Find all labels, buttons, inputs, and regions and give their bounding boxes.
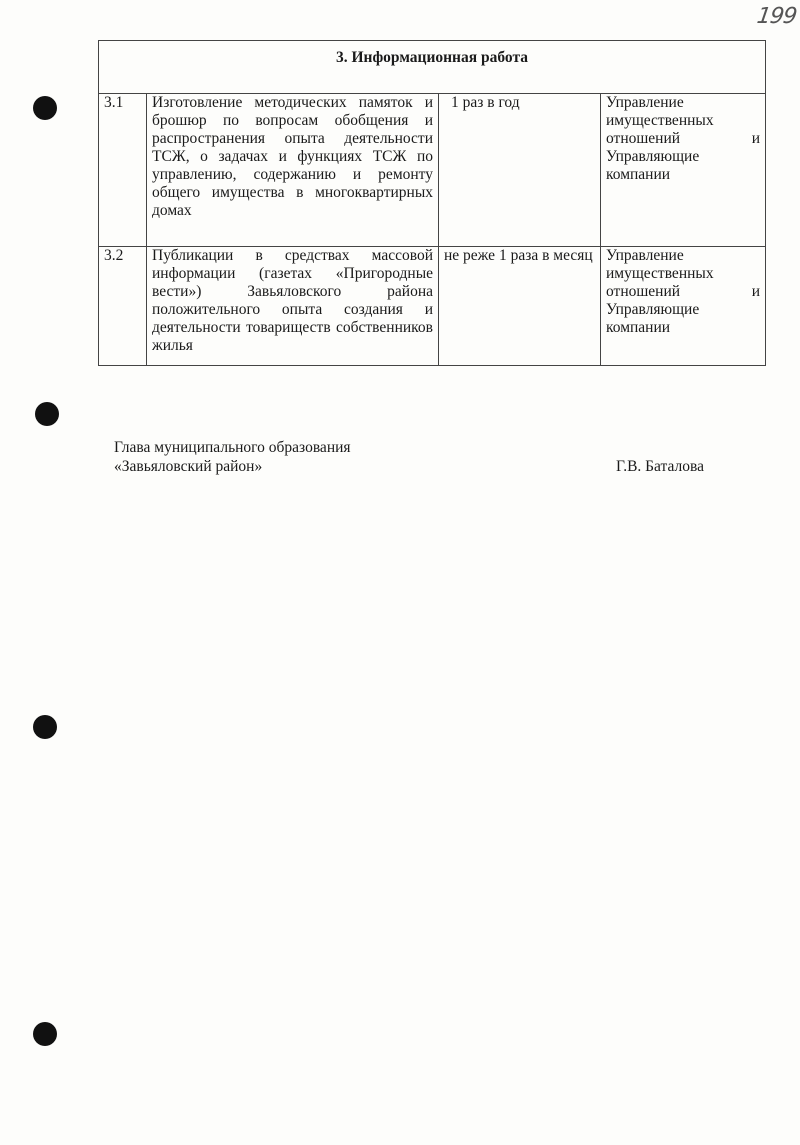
row-description: Публикации в средствах массовой информации (газетах «Пригородные вести») Завьяловского района положительного опыта создания и деятельности товариществ собственников жилья <box>147 247 439 366</box>
punch-hole <box>35 402 59 426</box>
signatory-name: Г.В. Баталова <box>615 458 704 475</box>
punch-hole <box>33 96 57 120</box>
table-row <box>99 247 766 366</box>
signature-block <box>114 438 704 476</box>
page-number: 199 <box>755 4 798 29</box>
signature-title-line1: Глава муниципального образования <box>114 439 351 456</box>
row-responsible: Управление имущественных отношений и Управляющие компании <box>601 247 766 366</box>
section-title: 3. Информационная работа <box>99 41 766 94</box>
punch-hole <box>33 715 57 739</box>
signature-title-line2: «Завьяловский район» <box>114 458 263 475</box>
row-description: Изготовление методических памяток и брошюр по вопросам обобщения и распространения опыта деятельности ТСЖ, о задачах и функциях ТСЖ по управлению, содержанию и ремонту общего имущества в многоквартирных домах <box>147 94 439 247</box>
punch-hole <box>33 1022 57 1046</box>
row-number: 3.1 <box>99 94 147 247</box>
row-number: 3.2 <box>99 247 147 366</box>
row-responsible: Управление имущественных отношений и Управляющие компании <box>601 94 766 247</box>
row-period: не реже 1 раза в месяц <box>439 247 601 366</box>
row-period: 1 раз в год <box>439 94 601 247</box>
plan-table <box>98 40 766 366</box>
table-row <box>99 94 766 247</box>
